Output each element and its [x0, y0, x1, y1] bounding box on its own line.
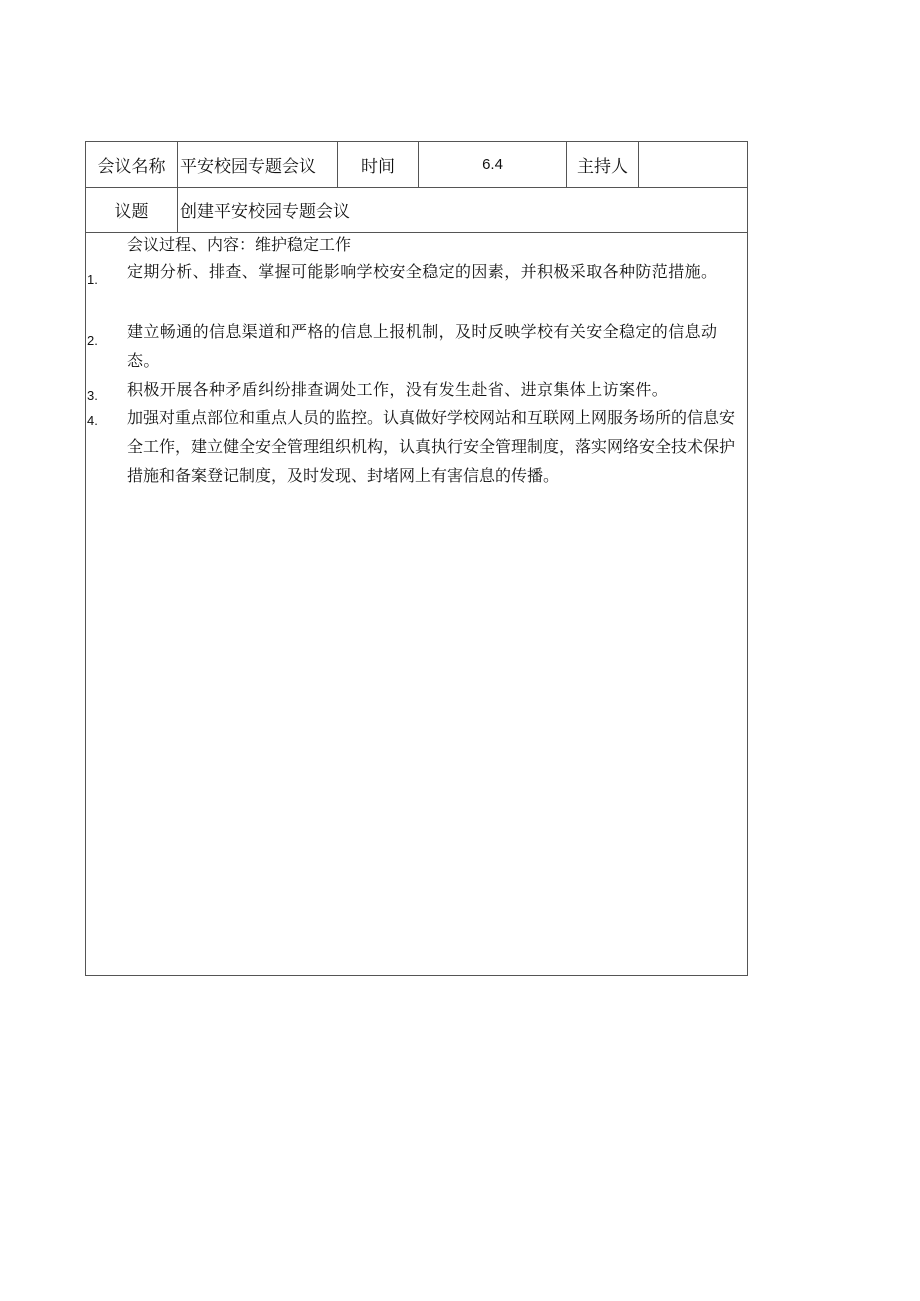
- header-row: [86, 142, 747, 188]
- item-text: 定期分析、排查、掌握可能影响学校安全稳定的因素，并积极采取各种防范措施。: [127, 262, 718, 281]
- item-number: 2.: [87, 333, 98, 348]
- meeting-name-label: 会议名称: [86, 142, 178, 187]
- content-heading: 会议过程、内容：维护稳定工作: [127, 235, 352, 254]
- time-label: 时间: [338, 142, 419, 187]
- item-number: 1.: [87, 272, 98, 287]
- item-number: 3.: [87, 388, 98, 403]
- topic-label: 议题: [86, 187, 178, 232]
- item-text: 积极开展各种矛盾纠纷排查调处工作，没有发生赴省、进京集体上访案件。: [127, 380, 669, 399]
- meeting-record-table: [85, 141, 748, 976]
- host-value: [639, 142, 747, 187]
- item-text: 加强对重点部位和重点人员的监控。认真做好学校网站和互联网上网服务场所的信息安全工作，建立健全安全管理组织机构，认真执行安全管理制度，落实网络安全技术保护措施和备案登记制度，及时发现、封堵网上有害信息的传播。: [127, 408, 736, 485]
- item-number: 4.: [87, 413, 98, 428]
- time-value: 6.4: [419, 142, 567, 187]
- item-text: 建立畅通的信息渠道和严格的信息上报机制，及时反映学校有关安全稳定的信息动态。: [127, 322, 718, 370]
- host-label: 主持人: [567, 142, 639, 187]
- topic-value: 创建平安校园专题会议: [180, 202, 350, 222]
- topic-row: [86, 187, 747, 233]
- meeting-name-value: 平安校园专题会议: [178, 142, 338, 187]
- meeting-content: [86, 233, 747, 975]
